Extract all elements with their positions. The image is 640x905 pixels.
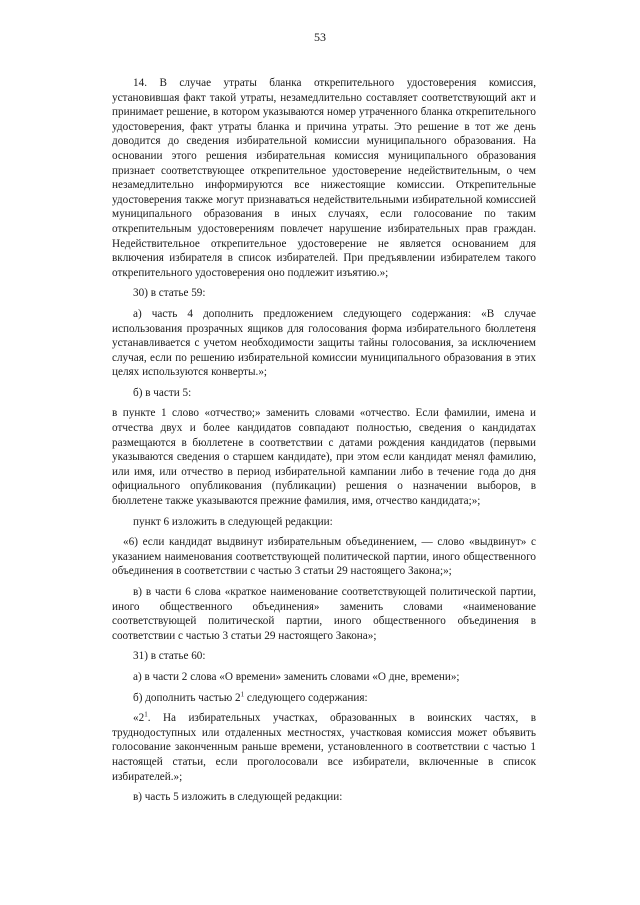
paragraph-31-quote [112,711,536,784]
paragraph-31a: а) в части 2 слова «О времени» заменить словами «О дне, времени»; [133,670,460,683]
superscript: 1 [240,689,245,698]
paragraph-31: 31) в статье 60: [133,650,206,663]
document-body [112,76,536,811]
paragraph-14: 14. В случае утраты бланка открепительного удостоверения комиссия, установившая факт такой утраты, незамедлительно составляет соответствующий акт и принимает решение, в котором указываются номер утраченного бланка открепительного удостоверения, факт утраты бланка и причина утраты. Это решение в тот же день доводится до сведения избирательной комиссии муниципального образования. На основании этого решения избирательная комиссия муниципального образования признает соответствующее открепительное удостоверение недействительным, о чем незамедлительно информируются все нижестоящие комиссии. Открепительные удостоверения также могут признаваться недействительными избирательной комиссией муниципального образования в иных случаях, если голосование по таким открепительным удостоверениям повлечет нарушение избирательных прав граждан. Недействительное открепительное удостоверение не является основанием для включения избирателя в список избирателей. При предъявлении избирателем такого открепительного удостоверения оно подлежит изъятию.»; [112,77,536,279]
paragraph-31b-text: б) дополнить частью 2 [133,691,241,704]
page-number: 53 [314,30,326,44]
paragraph-30a: а) часть 4 дополнить предложением следующего содержания: «В случае использования прозрачных ящиков для голосования форма избирательного бюллетеня устанавливается с учетом необходимости защиты тайны голосования, за исключением случая, если по решению избирательной комиссии муниципального образования в этих целях используются конверты.»; [112,307,536,379]
paragraph-31b-text-end: следующего содержания: [244,691,368,704]
paragraph-31b [112,691,536,706]
paragraph-30b: б) в части 5: [133,386,192,399]
paragraph-31-quote-start: «2 [133,712,145,725]
paragraph-31-quote-text: . На избирательных участках, образованных в воинских частях, в труднодоступных или отдаленных местностях, участковая комиссия может объявить голосование законченным раньше времени, установленного в соответствии с частью 1 настоящей статьи, если проголосовали все избиратели, включенные в список избирателей.»; [112,712,536,783]
paragraph-30b-item6: пункт 6 изложить в следующей редакции: [133,515,333,528]
paragraph-31c: в) часть 5 изложить в следующей редакции: [133,791,343,804]
superscript: 1 [144,710,148,719]
paragraph-30: 30) в статье 59: [133,287,206,300]
paragraph-30c: в) в части 6 слова «краткое наименование соответствующей политической партии, иного общественного объединения» заменить словами «наименование соответствующей политической партии, иного общественного объединения в соответствии с частью 3 статьи 29 настоящего Закона»; [112,586,536,642]
paragraph-30b-item1: в пункте 1 слово «отчество;» заменить словами «отчество. Если фамилии, имена и отчества двух и более кандидатов совпадают полностью, сведения о кандидатах размещаются в бюллетене в соответствии с датами рождения кандидатов (первыми указываются сведения о старшем кандидате), при этом если кандидат менял фамилию, или имя, или отчество в период избирательной кампании либо в течение года до дня официального опубликования (публикации) решения о назначении выборов, в бюллетене также указываются прежние фамилия, имя, отчество кандидата;»; [112,407,536,508]
paragraph-30b-item6-quote: «6) если кандидат выдвинут избирательным объединением, — слово «выдвинут» с указанием наименования соответствующей политической партии, иного общественного объединения в соответствии с частью 3 статьи 29 настоящего Закона;»; [112,536,536,578]
